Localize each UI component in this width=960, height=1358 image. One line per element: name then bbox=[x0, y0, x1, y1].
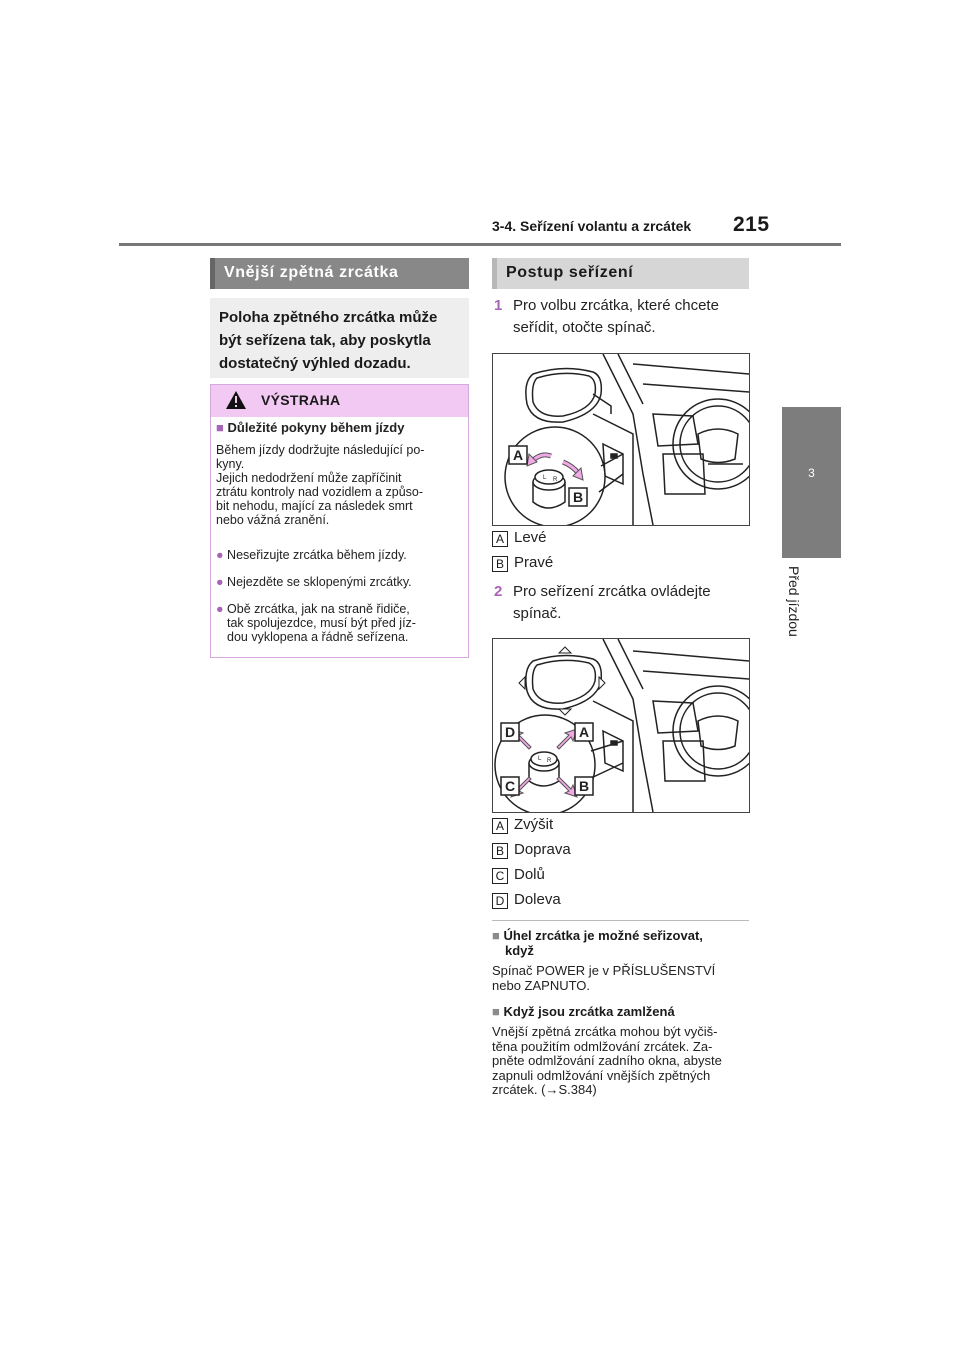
warning-triangle-icon bbox=[225, 390, 247, 410]
legend-key: C bbox=[492, 868, 508, 884]
step-2 bbox=[494, 581, 754, 622]
warning-line: kyny. bbox=[216, 457, 245, 471]
note-1-head: ■ Úhel zrcátka je možné seřizovat, když bbox=[492, 928, 754, 958]
legend-key: A bbox=[492, 531, 508, 547]
header-rule bbox=[119, 243, 841, 246]
figure-label-d: D bbox=[504, 724, 516, 740]
section-title: 3-4. Seřízení volantu a zrcátek bbox=[492, 218, 692, 234]
warning-line: ztrátu kontroly nad vozidlem a způso- bbox=[216, 485, 424, 499]
figure-label-c: C bbox=[504, 778, 516, 794]
legend-text: Dolů bbox=[514, 866, 545, 883]
figure-label-a: A bbox=[578, 724, 590, 740]
legend-text: Doleva bbox=[514, 891, 561, 908]
section-header-mirrors bbox=[210, 258, 469, 289]
divider bbox=[492, 920, 749, 921]
step-text: Pro seřízení zrcátka ovládejte bbox=[513, 583, 711, 600]
note-2-body bbox=[492, 1025, 754, 1098]
svg-text:L: L bbox=[543, 475, 547, 481]
legend-key: B bbox=[492, 843, 508, 859]
legend-key: A bbox=[492, 818, 508, 834]
note-2-head: ■ Když jsou zrcátka zamlžená bbox=[492, 1004, 675, 1019]
note-line: zapnuli odmlžování vnějších zpětných bbox=[492, 1067, 711, 1083]
note-head-text: Když jsou zrcátka zamlžená bbox=[503, 1004, 675, 1019]
section-header-procedure-text: Postup seřízení bbox=[506, 264, 634, 281]
note-head-text: Úhel zrcátka je možné seřizovat, bbox=[503, 928, 703, 943]
note-line: nebo ZAPNUTO. bbox=[492, 977, 591, 993]
mirror-adjust-illustration bbox=[493, 639, 749, 812]
intro-line: Poloha zpětného zrcátka může bbox=[219, 309, 438, 326]
svg-text:L: L bbox=[538, 756, 542, 762]
figure-mirror-adjust bbox=[492, 638, 750, 813]
warning-subhead: ■ Důležité pokyny během jízdy bbox=[216, 420, 405, 435]
warning-bullet: ● Neseřizujte zrcátka během jízdy. bbox=[216, 548, 407, 562]
legend-key: D bbox=[492, 893, 508, 909]
warning-box bbox=[210, 384, 469, 658]
note-head-text: když bbox=[505, 943, 534, 958]
note-line: pněte odmlžování zadního okna, abyste bbox=[492, 1053, 722, 1068]
intro-box bbox=[210, 298, 469, 378]
note-line: těna použitím odmlžování zrcátek. Za- bbox=[492, 1038, 713, 1054]
warning-bullet-text: Nejezděte se sklopenými zrcátky. bbox=[227, 575, 412, 589]
step-number: 2 bbox=[494, 583, 503, 600]
warning-line: nebo vážná zranění. bbox=[216, 513, 330, 527]
step-number: 1 bbox=[494, 297, 503, 314]
chapter-tab bbox=[782, 407, 841, 558]
legend-text: Zvýšit bbox=[514, 816, 554, 833]
section-header-procedure bbox=[492, 258, 749, 289]
svg-text:R: R bbox=[553, 477, 558, 483]
page-number: 215 bbox=[733, 213, 770, 236]
note-line: zrcátek. (→S.384) bbox=[492, 1082, 597, 1097]
legend-text: Pravé bbox=[514, 554, 554, 571]
note-1-body bbox=[492, 964, 754, 993]
warning-line: Jejich nedodržení může zapříčinit bbox=[216, 471, 402, 485]
warning-subhead-text: Důležité pokyny během jízdy bbox=[227, 420, 405, 435]
figure-label-a: A bbox=[512, 447, 524, 463]
legend-key: B bbox=[492, 556, 508, 572]
warning-bullet: ● Obě zrcátka, jak na straně řidiče, bbox=[216, 602, 410, 616]
warning-paragraph bbox=[216, 443, 466, 527]
figure-label-b: B bbox=[572, 489, 584, 505]
note-line: Spínač POWER je v PŘÍSLUŠENSTVÍ bbox=[492, 963, 716, 978]
warning-bullet-text: Obě zrcátka, jak na straně řidiče, bbox=[227, 602, 410, 616]
warning-title: VÝSTRAHA bbox=[261, 392, 341, 408]
figure-label-b: B bbox=[578, 778, 590, 794]
warning-bullet-text: tak spolujezdce, musí být před jíz- bbox=[227, 616, 416, 630]
step-text: seřídit, otočte spínač. bbox=[513, 319, 656, 336]
warning-bullet-text: dou vyklopena a řádně seřízena. bbox=[227, 630, 409, 644]
note-line: Vnější zpětná zrcátka mohou být vyčiš- bbox=[492, 1024, 718, 1039]
warning-header bbox=[211, 385, 468, 417]
intro-line: být seřízena tak, aby poskytla bbox=[219, 332, 431, 349]
step-text: Pro volbu zrcátka, které chcete bbox=[513, 297, 719, 314]
warning-line: bit nehodu, mající za následek smrt bbox=[216, 499, 413, 513]
warning-bullet-text: Neseřizujte zrcátka během jízdy. bbox=[227, 548, 407, 562]
warning-bullet: ● Nejezděte se sklopenými zrcátky. bbox=[216, 575, 412, 589]
svg-text:R: R bbox=[547, 758, 552, 764]
warning-line: Během jízdy dodržujte následující po- bbox=[216, 443, 425, 457]
legend-text: Levé bbox=[514, 529, 547, 546]
step-text: spínač. bbox=[513, 605, 562, 622]
mirror-select-illustration bbox=[493, 354, 749, 525]
figure-mirror-select bbox=[492, 353, 750, 526]
legend-text: Doprava bbox=[514, 841, 571, 858]
chapter-title-text: Před jízdou bbox=[786, 566, 802, 637]
section-header-mirrors-text: Vnější zpětná zrcátka bbox=[224, 264, 399, 281]
intro-line: dostatečný výhled dozadu. bbox=[219, 355, 411, 372]
chapter-number: 3 bbox=[808, 466, 815, 480]
chapter-title bbox=[783, 566, 803, 656]
step-1 bbox=[494, 295, 754, 336]
